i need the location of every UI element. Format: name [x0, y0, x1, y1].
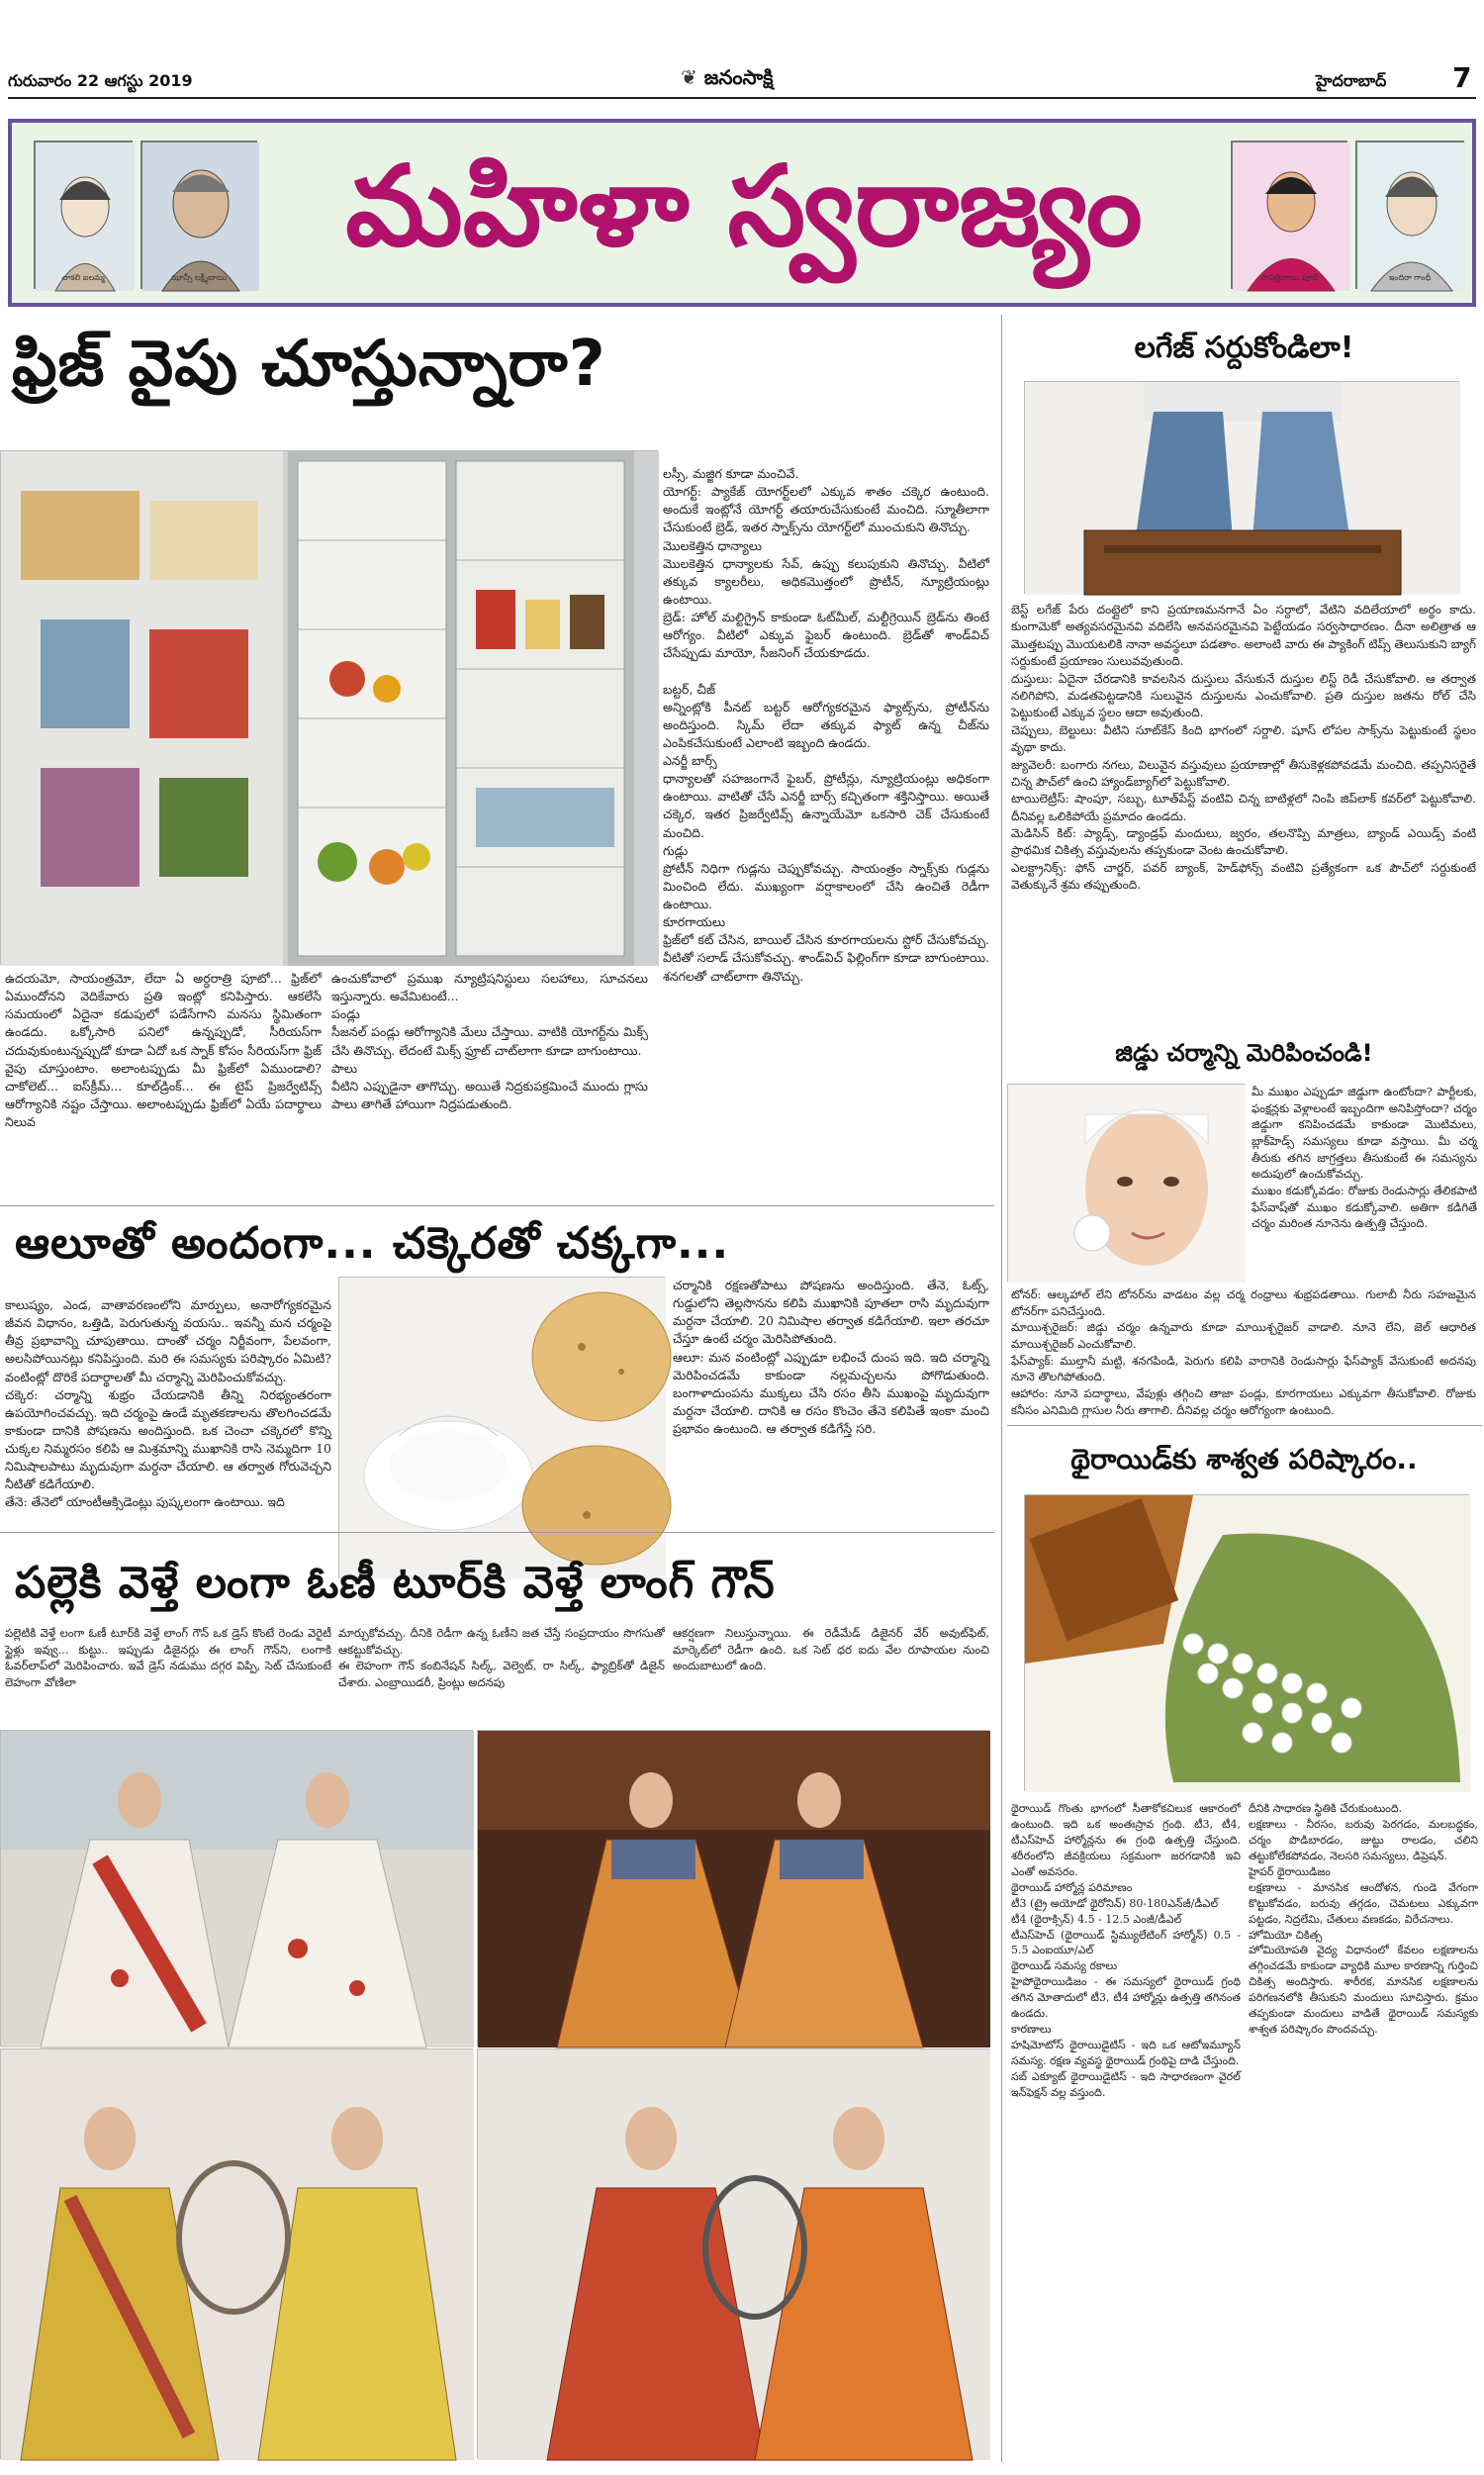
gown-photo-3 [0, 2048, 473, 2459]
column-rule [1001, 315, 1002, 2462]
portrait-caption: ఇందిరా గాంధీ [1388, 273, 1432, 282]
thyroid-photo [1024, 1494, 1469, 1791]
luggage-photo [1024, 381, 1459, 594]
skin-headline: జిడ్డు చర్మాన్ని మెరిపించండి! [1115, 1039, 1373, 1067]
header-rule [8, 97, 1476, 99]
fridge-col-3: లస్సీ, మజ్జిగ కూడా మంచివే. యోగర్ట్: ప్యాకేజ్ యోగర్ట్‌లలో ఎక్కువ శాతం చక్కెర ఉంటుంది. అందుకే ఇంట్లోనే యోగర్ట్ తయారుచేసుకుంటే మంచిది. స్మూతీలాగా చేసుకుంటే బ్రెడ్, ఇతర స్నాక్స్‌ను యోగర్ట్‌లో ముంచుకుని తినొచ్చు. మొలకెత్తిన ధాన్యాలు మొలకెత్తిన ధాన్యాలకు సేవ్, ఉప్పు కలుపుకుని తినొచ్చు. వీటిలో తక్కువ క్యాలరీలు, అధికమొత్తంలో ప్రొటీన్, న్యూట్రియంట్లు ఉంటాయి. బ్రెడ్: హోల్ మల్టిగ్రైన్ కాకుండా ఓట్‌మీల్, మల్టీగ్రెయిన్ బ్రెడ్‌ను తింటే ఆరోగ్యం. వీటిలో ఎక్కువ ఫైబర్ ఉంటుంది. బ్రెడ్‌తో శాండ్‌విచ్ చేసేప్పుడు మాయో, సీజనింగ్ చేయకూడదు. బట్టర్, చీజ్ అన్నింట్లోకి పీనట్ బట్టర్ ఆరోగ్యకరమైన ఫ్యాట్స్‌ను, ప్రోటీన్‌ను అందిస్తుంది. స్కిమ్ లేదా తక్కువ ఫ్యాట్ ఉన్న చీజ్‌ను ఎంపికచేసుకుంటే ఎలాంటి ఇబ్బంది ఉండదు. ఎనర్జీ బార్స్ ధాన్యాలతో సహజంగానే ఫైబర్, ప్రోటీన్లు, న్యూట్రియంట్లు అధికంగా ఉంటాయి. వాటితో చేసే ఎనర్జీ బార్స్ కచ్చితంగా శక్తినిస్తాయి. అయితే చక్కెర, ఇతర ప్రిజర్వేటివ్స్ ఉన్నాయేమో ఒకసారి చెక్ చేసుకుంటే మంచిది. గుడ్లు ప్రోటీన్ నిధిగా గుడ్లను చెప్పుకోవచ్చు. సాయంత్రం స్నాక్స్‌కు గుడ్లను మించింది లేదు. ముఖ్యంగా వర్షాకాలంలో చేసి ఉంచితే రెడీగా ఉంటాయి. కూరగాయలు ఫ్రిజ్‌లో కట్ చేసిన, బాయిల్ చేసిన కూరగాయలను స్టోర్ చేసుకోవచ్చు. వీటితో సలాడ్ చేసుకోవచ్చు. శాండ్‌విచ్ ఫిల్లింగ్‌గా కూడా బాగుంటాయి. శనగలతో చాట్‌లాగా తినొచ్చు. [663, 466, 989, 984]
section-banner [8, 119, 1476, 307]
gown-photo-1 [0, 1730, 473, 2047]
paper-name: జనంసాక్షి [703, 65, 774, 89]
suitcase-image [1025, 382, 1460, 595]
logo-leaf-icon: ❦ [681, 65, 704, 89]
luggage-headline: లగేజ్ సర్దుకోండిలా! [1134, 331, 1354, 365]
gown-headline: పల్లెకి వెళ్తే లంగా ఓణీ టూర్‌కి వెళ్తే లాంగ్ గౌన్ [15, 1558, 776, 1608]
banner-title: మహిళా స్వరాజ్యం [345, 143, 1143, 271]
section-rule [1007, 1425, 1482, 1426]
gown-col-2: మార్చుకోవచ్చు. దీనికి రెడీగా ఉన్న ఓణీని జత చేస్తే సంప్రదాయం సొగసుతో ఆకట్టుకోవచ్చు. ఈ లెహంగా గౌన్ కంబినేషన్ సిల్క్, వెల్వెట్, రా సిల్క్, ఫ్యాబ్రిక్‌తో డిజైన్ చేశారు. ఎంబ్రాయిడరీ, ప్రింట్లు అదనపు [338, 1626, 665, 1690]
skin-text-top: మీ ముఖం ఎప్పుడూ జిడ్డుగా ఉంటోందా? పార్టీలకు, ఫంక్షన్లకు వెళ్లాలంటే ఇబ్బందిగా అనిపిస్తోందా? చర్మం జిడ్డుగా కనిపించడమే కాకుండా మొటిమలు, బ్లాక్‌హెడ్స్ సమస్యలు కూడా వస్తాయి. మీ చర్మ తీరుకు తగిన జాగ్రత్తలు తీసుకుంటే ఈ సమస్యను అదుపులో ఉంచుకోవచ్చు. ముఖం కడుక్కోవడం: రోజుకు రెండుసార్లు తేలికపాటి ఫేస్‌వాష్‌తో ముఖం కడుక్కోవాలి. అతిగా కడిగితే చర్మం మరింత నూనెను ఉత్పత్తి చేస్తుంది. [1252, 1085, 1477, 1231]
luggage-text: బెస్ట్ లగేజ్ పేరు దంట్లైలో కాని ప్రయాణమనగానే ఏం సర్దాలో, వేటిని వదిలేయాలో అర్థం కాదు. కుంగామెకో అత్యవసరమైనవి వదిలేసి అనవసరమైనవి పెట్టేయడం సర్వసాధారణం. దీనా అలిత్రాత ఆ మొత్తటప్పు మొయటలికి నానా అవస్థలూ పడతాం. అలాంటి వారు ఈ ప్యాకింగ్ టిప్స్ తెలుసుకుని బ్యాగ్ సర్దుకుంటే ప్రయాణం సులువవుతుంది. దుస్తులు: ఏదైనా చేరడానికి కావలసిన దుస్తులు వేసుకునే దుస్తుల లిస్ట్ రెడీ చేసుకోవాలి. ఆ తర్వాత నలిగిపోని, మడతపెట్టడానికి సులువైన దుస్తులను ఎంచుకోవాలి. ప్రతి దుస్తుల జతను రోల్ చేసి పెట్టుకుంటే ఎక్కువ స్థలం ఆదా అవుతుంది. చెప్పులు, బెల్టులు: వీటిని సూట్‌కేస్ కింది భాగంలో సర్దాలి. షూస్ లోపల సాక్స్‌ను పెట్టుకుంటే స్థలం వృథా కాదు. జ్యువెలరీ: బంగారు నగలు, విలువైన వస్తువులు ప్రయాణాల్లో తీసుకెళ్లకపోవడమే మంచిది. తప్పనిసరైతే చిన్న పౌచ్‌లో ఉంచి హ్యాండ్‌బ్యాగ్‌లో పెట్టుకోవాలి. టాయిలెట్రీస్: షాంపూ, సబ్బు, టూత్‌పేస్ట్ వంటివి చిన్న బాటిళ్లలో నింపి జిప్‌లాక్ కవర్‌లో పెట్టుకోవాలి. దీనివల్ల ఒలికిపోయే ప్రమాదం ఉండదు. మెడిసిన్ కిట్: ప్యాడ్స్, డ్యాండ్రఫ్ మందులు, జ్వరం, తలనొప్పి మాత్రలు, బ్యాండ్ ఎయిడ్స్ వంటి ప్రాథమిక చికిత్స వస్తువులను తప్పకుండా వెంట ఉంచుకోవాలి. ఎలక్ట్రానిక్స్: ఫోన్ చార్జర్, పవర్ బ్యాంక్, హెడ్‌ఫోన్స్ వంటివి ప్రత్యేకంగా ఒక పౌచ్‌లో సర్దుకుంటే వెతుక్కునే శ్రమ తప్పుతుంది. [1011, 603, 1477, 893]
header-date: గురువారం 22 ఆగస్టు 2019 [8, 71, 193, 90]
woman-portrait-icon [1357, 143, 1466, 291]
page-number: 7 [1452, 61, 1472, 94]
aloo-photo [338, 1277, 665, 1578]
model-gown-image [478, 1731, 990, 2047]
fridge-photo [0, 450, 658, 965]
skin-photo [1007, 1084, 1245, 1282]
aloo-col-2: చర్మానికి రక్షణతోపాటు పోషణను అందిస్తుంది. తేనె, ఓట్స్, గుడ్డులోని తెల్లసొనను కలిపి ముఖానికి పూతలా రాసి మృదువుగా మర్దనా చేయాలి. 20 నిమిషాల తర్వాత కడిగేయాలి. ఇలా తరచూ చేస్తూ ఉంటే చర్మం మెరిసిపోతుంది. ఆలూ: మన వంటింట్లో ఎప్పుడూ లభించే దుంప ఇది. ఇది చర్మాన్ని మెరిపించడమే కాకుండా నల్లమచ్చలను పోగొడుతుంది. బంగాళాదుంపను ముక్కలు చేసి రసం తీసి ముఖంపై మృదువుగా మర్దనా చేయాలి. దానికి ఆ రసం కొంచెం తేనె కలిపితే ఇంకా మంచి ప్రభావం ఉంటుంది. ఆ తర్వాత కడిగేస్తే సరి. [673, 1278, 989, 1436]
thyroid-headline: థైరాయిడ్‌కు శాశ్వత పరిష్కారం.. [1070, 1443, 1418, 1475]
portrait-1 [34, 141, 133, 289]
portrait-2 [140, 141, 257, 289]
page-header [0, 0, 1484, 99]
portrait-caption: చాకలి ఐలమ్మ [61, 273, 105, 282]
skin-text-bottom: టోనర్: ఆల్కహాల్ లేని టోనర్‌ను వాడటం వల్ల చర్మ రంధ్రాలు శుభ్రపడతాయి. గులాబీ నీరు సహజమైన టోనర్‌గా పనిచేస్తుంది. మాయిశ్చరైజర్: జిడ్డు చర్మం ఉన్నవారు కూడా మాయిశ్చరైజర్ వాడాలి. నూనె లేని, జెల్ ఆధారిత మాయిశ్చరైజర్ ఎంచుకోవాలి. ఫేస్‌ప్యాక్: ముల్తానీ మట్టి, శనగపిండి, పెరుగు కలిపి వారానికి రెండుసార్లు ఫేస్‌ప్యాక్ వేసుకుంటే అదనపు నూనె తొలగిపోతుంది. ఆహారం: నూనె పదార్థాలు, వేపుళ్లు తగ్గించి తాజా పండ్లు, కూరగాయలు ఎక్కువగా తీసుకోవాలి. రోజుకు కనీసం ఎనిమిది గ్లాసుల నీరు తాగాలి. దీనివల్ల చర్మం ఆరోగ్యంగా ఉంటుంది. [1011, 1287, 1476, 1417]
fridge-col-2: ఉంచుకోవాలో ప్రముఖ న్యూట్రిషనిస్టులు సలహాలు, సూచనలు ఇస్తున్నారు. అవేమిటంటే... పండ్లు సీజనల్ పండ్లు ఆరోగ్యానికి మేలు చేస్తాయి. వాటికి యోగర్ట్‌ను మిక్స్ చేసి తినొచ్చు. లేదంటే మిక్స్ ఫ్రూట్ చాట్‌లాగా కూడా బాగుంటాయి. పాలు వీటిని ఎప్పుడైనా తాగొచ్చు. అయితే నిద్రకుపక్రమించే ముందు గ్లాసు పాలు తాగితే హాయిగా నిద్రపడుతుంది. [331, 971, 649, 1111]
woman-skincare-image [1008, 1085, 1246, 1283]
aloo-col-1: కాలుష్యం, ఎండ, వాతావరణంలోని మార్పులు, అనారోగ్యకరమైన జీవన విధానం, ఒత్తిడి, పెరుగుతున్న వయసు.. ఇవన్నీ మన చర్మంపై తీవ్ర ప్రభావాన్ని చూపుతాయి. దాంతో చర్మం నిర్జీవంగా, పేలవంగా, అలసిపోయినట్లు కనిపిస్తుంది. మరి ఈ సమస్యకు పరిష్కారం ఏమిటి? వంటింట్లో దొరికే పదార్థాలతో మీ చర్మాన్ని మెరిపించుకోవచ్చు. చక్కెర: చర్మాన్ని శుభ్రం చేయడానికి తీన్ని నిరభ్యంతరంగా ఉపయోగించవచ్చు. ఇది చర్మంపై ఉండే మృతకణాలను తొలగించడమే కాకుండా దానికి పోషణను అందిస్తుంది. ఒక చెంచా చక్కెరలో కొన్ని చుక్కల నిమ్మరసం కలిపి ఆ మిశ్రమాన్ని ముఖానికి రాసి నెమ్మదిగా 10 నిమిషాలపాటు మృదువుగా మర్దనా చేయాలి. ఆ తర్వాత గోరువెచ్చని నీటితో కడిగేయాలి. తేనె: తేనెలో యాంటీఆక్సిడెంట్లు పుష్కలంగా ఉంటాయి. ఇది [5, 1297, 331, 1510]
portrait-caption: ఝాన్సీ లక్ష్మీబాయి [170, 273, 228, 282]
sugar-potato-image [339, 1278, 666, 1579]
model-gown-image [1, 1731, 474, 2047]
fridge-headline: ఫ్రిజ్ వైపు చూస్తున్నారా? [12, 328, 606, 401]
model-gown-image [1, 2049, 474, 2460]
fridge-col-1: ఉదయమో, సాయంత్రమో, లేదా ఏ అర్ధరాత్రి పూటో... ఫ్రిజ్‌లో ఏముందోనని వెదికేవారు ప్రతి ఇంట్లో కనిపిస్తారు. ఆకలేసే సమయంలో ఏదైనా కడుపులో పడేసేగాని మనసు స్థిమితంగా ఉండదు. ఒక్కోసారి పనిలో ఉన్నప్పుడో, సీరియస్‌గా చదువుకుంటున్నప్పుడో కూడా ఏదో ఒక స్నాక్ కోసం సీరియస్‌గా ఫ్రిజ్ వైపు చూస్తుంటాం. అలాంటప్పుడు మీ ఫ్రిజ్‌లో ఏముండాలి? చాకోలెట్... ఐస్‌క్రీమ్... కూల్‌డ్రింక్... ఈ టైప్ ప్రిజర్వేటివ్స్ ఆరోగ్యానికి నష్టం చేస్తాయి. అలాంటప్పుడు ఫ్రిజ్‌లో ఏయే పదార్థాలు నిలువ [5, 971, 325, 1129]
paper-logo [681, 65, 774, 94]
fridge-image [1, 451, 659, 966]
portrait-4 [1355, 141, 1464, 289]
header-city: హైదరాబాద్ [1316, 71, 1387, 90]
gown-col-1: పల్లెటికి వెళ్తే లంగా ఓణీ టూర్‌కి వెళ్తే లాంగ్ గౌన్ ఒక డ్రెస్ కొంటే రెండు వెరైటీ స్టైళ్లు ఇవ్వు... కుట్టు.. ఇప్పుడు డిజైనర్లు ఈ లాంగ్ గౌన్‌ని, లంగాకి ఓవర్‌లాప్‌లో మెరిపించారు. ఇవే డ్రెస్ నడుము దగ్గర విప్పి, సెట్ చేసుకుంటే లెహంగా వోణిలా [5, 1626, 335, 1690]
woman-portrait-icon [36, 143, 135, 291]
model-gown-image [478, 2049, 990, 2460]
thyroid-col-1: థైరాయిడ్ గొంతు భాగంలో సీతాకోకచిలుక ఆకారంలో ఉంటుంది. ఇది ఒక అంతఃస్రావ గ్రంథి. టీ3, టీ4, టీఎస్‌హెచ్ హార్మోన్లను ఈ గ్రంథి ఉత్పత్తి చేస్తుంది. శరీరంలోని జీవక్రియలు సక్రమంగా జరగడానికి ఇవి ఎంతో అవసరం. థైరాయిడ్ హార్మోన్ల పరిమాణం టీ3 (ట్రై అయోడో థైరోనిన్) 80-180ఎన్‌జీ/డీఎల్ టీ4 (థైరాక్సిన్) 4.5 - 12.5 ఎంజీ/డీఎల్ టీఎస్‌హెచ్ (థైరాయిడ్ స్టిమ్యులేటింగ్ హార్మోన్) 0.5 - 5.5 ఎంఐయూ/ఎల్ థైరాయిడ్ సమస్య రకాలు హైపోథైరాయిడిజం - ఈ సమస్యలో థైరాయిడ్ గ్రంథి తగిన మోతాదులో టీ3, టీ4 హార్మోన్లు ఉత్పత్తి తగినంత ఉండదు. కారణాలు హషిమోటోస్ థైరాయిడైటిస్ - ఇది ఒక ఆటోఇమ్యూన్ సమస్య. రక్షణ వ్యవస్థ థైరాయిడ్ గ్రంథిపై దాడి చేస్తుంది. సబ్ ఎక్యూట్ థైరాయిడైటిస్ - ఇది సాధారణంగా వైరల్ ఇన్‌ఫెక్షన్ వల్ల వస్తుంది. [1011, 1802, 1241, 2099]
gown-photo-2 [477, 1730, 989, 2047]
gown-photo-4 [477, 2048, 989, 2459]
thyroid-col-2: దీనికి సాధారణ స్థితికి చేరుకుంటుంది. లక్షణాలు - నీరసం, బరువు పెరగడం, మలబద్ధకం, చర్మం పొడిబారడం, జుట్టు రాలడం, చలిని తట్టుకోలేకపోవడం, నెలసరి సమస్యలు, డిప్రెషన్. హైపర్ థైరాయిడిజం లక్షణాలు - మానసిక ఆందోళన, గుండె వేగంగా కొట్టుకోవడం, బరువు తగ్గడం, చెమటలు ఎక్కువగా పట్టడం, నిద్రలేమి, చేతులు వణకడం, విరేచనాలు. హోమియో చికిత్స హోమియోపతి వైద్య విధానంలో కేవలం లక్షణాలను తగ్గించడమే కాకుండా వ్యాధికి మూల కారణాన్ని గుర్తించి చికిత్స అందిస్తారు. శారీరక, మానసిక లక్షణాలను పరిగణనలోకి తీసుకుని మందులు సూచిస్తారు. క్రమం తప్పకుండా మందులు వాడితే థైరాయిడ్ సమస్యకు శాశ్వత పరిష్కారం పొందవచ్చు. [1249, 1802, 1478, 2037]
portrait-caption: సావిత్రిబాయి పూలే [1260, 273, 1318, 282]
portrait-3 [1231, 141, 1347, 289]
section-rule [0, 1532, 994, 1533]
gown-col-3: ఆకర్షణగా నిలుస్తున్నాయి. ఈ రెడీమేడ్ డిజైనర్ వేర్ అవుట్‌ఫిట్, మార్కెట్‌లో రెడీగా ఉంది. ఒక సెట్ ధర ఐదు వేల రూపాయల నుంచి అందుబాటులో ఉంది. [673, 1626, 993, 1673]
homeopathy-pills-image [1025, 1495, 1470, 1792]
woman-portrait-icon [142, 143, 259, 291]
aloo-headline: ఆలూతో అందంగా... చక్కెరతో చక్కగా... [15, 1218, 730, 1269]
woman-portrait-icon [1233, 143, 1349, 291]
